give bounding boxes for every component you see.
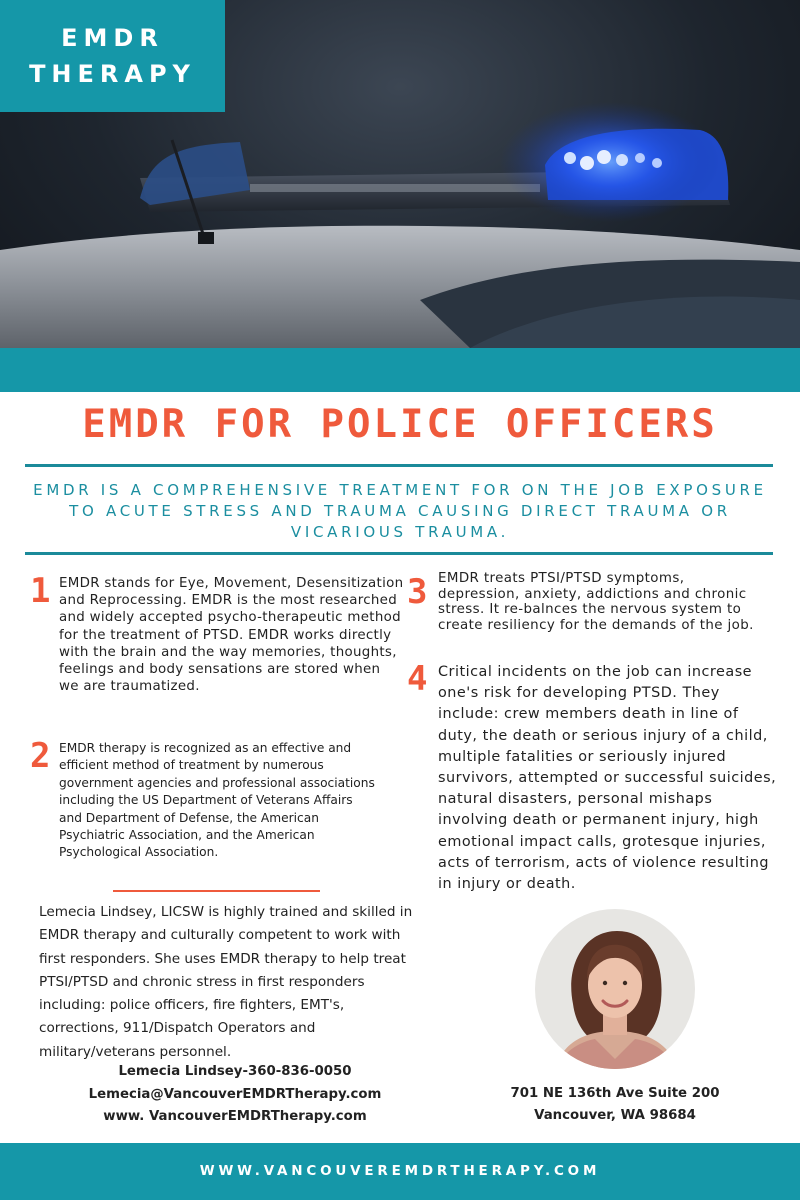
page-headline: EMDR FOR POLICE OFFICERS	[82, 402, 718, 447]
divider-bottom	[25, 552, 773, 555]
item-number-1: 1	[30, 571, 51, 611]
item-number-3: 3	[407, 572, 428, 612]
contact-email[interactable]: Lemecia@VancouverEMDRTherapy.com	[88, 1087, 382, 1102]
title-line-2: THERAPY	[29, 60, 196, 88]
title-box	[0, 0, 225, 112]
hero-image	[0, 0, 800, 348]
contact-website[interactable]: www. VancouverEMDRTherapy.com	[103, 1109, 367, 1124]
contact-name-phone: Lemecia Lindsey-360-836-0050	[118, 1064, 352, 1079]
therapist-portrait	[535, 909, 695, 1069]
item-number-4: 4	[407, 659, 428, 699]
address-line-1: 701 NE 136th Ave Suite 200	[510, 1086, 720, 1101]
title-line-1: EMDR	[61, 24, 164, 52]
teal-band	[0, 348, 800, 392]
bio-divider	[113, 890, 320, 892]
item-text-3: EMDR treats PTSI/PTSD symptoms, depression, anxiety, addictions and chronic stress. It re-balnces the nervous system to create resiliency for the demands of the job.	[438, 571, 754, 634]
subheading: EMDR IS A COMPREHENSIVE TREATMENT FOR ON THE JOB EXPOSURE TO ACUTE STRESS AND TRAUMA CAUSING DIRECT TRAUMA OR VICARIOUS TRAUMA.	[33, 481, 767, 541]
footer-band	[0, 1143, 800, 1200]
item-text-1: EMDR stands for Eye, Movement, Desensitization and Reprocessing. EMDR is the most researched and widely accepted psycho-therapeutic method for the treatment of PTSD. EMDR works directly with the brain and the way memories, thoughts, feelings and body sensations are stored when we are traumatized.	[59, 576, 404, 695]
therapist-bio: Lemecia Lindsey, LICSW is highly trained and skilled in EMDR therapy and culturally competent to work with first responders. She uses EMDR therapy to help treat PTSI/PTSD and chronic stress in first responders including: police officers, fire fighters, EMT's, corrections, 911/Dispatch Operators and military/veterans personnel.	[39, 904, 413, 1060]
item-text-4: Critical incidents on the job can increase one's risk for developing PTSD. They include: crew members death in line of duty, the death or serious injury of a child, multiple fatalities or seriously injured survivors, attempted or successful suicides, natural disasters, personal mishaps involving death or permanent injury, high emotional impact calls, grotesque injuries, acts of terrorism, acts of violence resulting in injury or death.	[438, 664, 777, 893]
therapist-photo	[535, 909, 695, 1069]
footer-website-link[interactable]: WWW.VANCOUVEREMDRTHERAPY.COM	[199, 1163, 601, 1179]
address-line-2: Vancouver, WA 98684	[534, 1108, 696, 1123]
item-number-2: 2	[30, 736, 51, 776]
divider-top	[25, 464, 773, 467]
item-text-2: EMDR therapy is recognized as an effective and efficient method of treatment by numerous government agencies and professional associations including the US Department of Veterans Affairs and Department of Defense, the American Psychiatric Association, and the American Psychological Association.	[59, 741, 375, 860]
